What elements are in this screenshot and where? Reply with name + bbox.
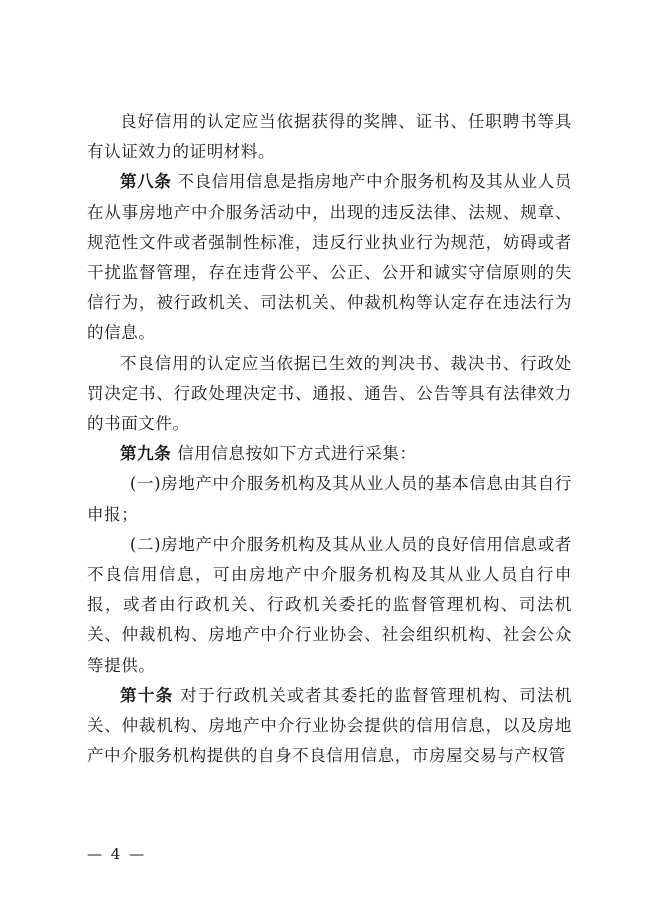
paragraph-item-1: (一)房地产中介服务机构及其从业人员的基本信息由其自行申报； <box>87 474 572 524</box>
paragraph-item-2: (二)房地产中介服务机构及其从业人员的良好信用信息或者不良信用信息，可由房地产中介服务机构及其从业人员自行申报，或者由行政机关、行政机关委托的监督管理机构、司法机关、仲裁机构、房地产中介行业协会、社会组织机构、社会公众等提供。 <box>87 534 572 675</box>
paragraph-article-8: 第八条 不良信用信息是指房地产中介服务机构及其从业人员在从事房地产中介服务活动中，出现的违反法律、法规、规章、规范性文件或者强制性标准，违反行业执业行为规范，妨碍或者干扰监督管理，存在违背公平、公正、公开和诚实守信原则的失信行为，被行政机关、司法机关、仲裁机构等认定存在违法行为的信息。 <box>87 172 572 343</box>
paragraph-good-credit-basis: 良好信用的认定应当依据获得的奖牌、证书、任职聘书等具有认证效力的证明材料。 <box>87 112 572 162</box>
paragraph-article-10: 第十条 对于行政机关或者其委托的监督管理机构、司法机关、仲裁机构、房地产中介行业协会提供的信用信息，以及房地产中介服务机构提供的自身不良信用信息，市房屋交易与产权管 <box>87 685 572 766</box>
paragraph-article-9: 第九条 信用信息按如下方式进行采集： <box>120 444 417 464</box>
document-body <box>87 107 572 771</box>
article-heading: 第八条 <box>120 172 172 192</box>
paragraph-bad-credit-basis: 不良信用的认定应当依据已生效的判决书、裁决书、行政处罚决定书、行政处理决定书、通报、通告、公告等具有法律效力的书面文件。 <box>87 353 572 434</box>
page-number: — 4 — <box>87 845 147 863</box>
article-heading: 第十条 <box>120 685 174 705</box>
article-heading: 第九条 <box>120 444 172 464</box>
